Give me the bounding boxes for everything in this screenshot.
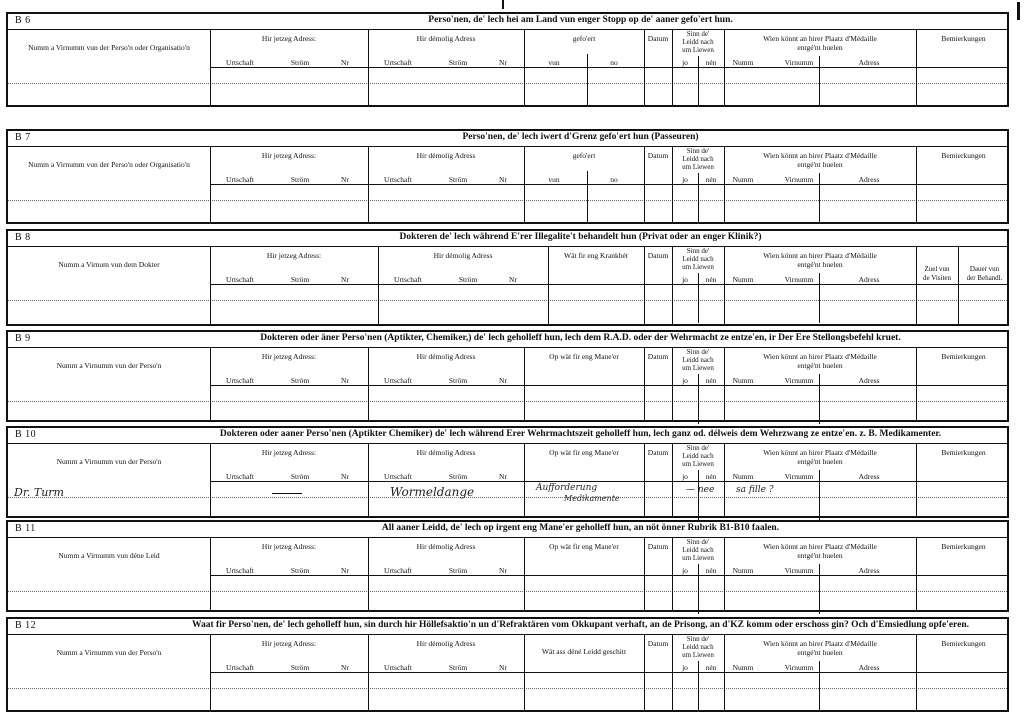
duration-header-line1: Dauer vun xyxy=(969,265,1000,273)
row-divider xyxy=(8,300,1007,301)
date-header: Datum xyxy=(647,542,669,551)
medal-header-line2: entgé'nt huelen xyxy=(797,260,843,269)
number-label: Nr xyxy=(341,275,349,284)
medal-header-line2: entgé'nt huelen xyxy=(797,457,843,466)
medal-split xyxy=(819,273,820,323)
section-header xyxy=(8,131,1007,147)
header-divider xyxy=(210,481,1007,482)
medal-firstname-label: Virnumm xyxy=(784,566,814,575)
section-title: All aaner Leidd, de' lech op irgent eng Mane'er geholleff hun, an nöt önner Rubrik B1-B10 faalen. xyxy=(381,523,780,533)
no-label: nén xyxy=(705,472,717,481)
name-column-header: Numm a Virnum vun dem Dokter xyxy=(58,260,160,269)
locality-label: Urtschaft xyxy=(384,472,412,481)
medal-name-label: Numm xyxy=(732,566,754,575)
alive-header-line2: Leidd nach xyxy=(682,155,714,163)
alive-header-line3: um Liewen xyxy=(682,651,714,659)
locality-label: Urtschaft xyxy=(226,472,254,481)
remarks-header: Bemierkungen xyxy=(941,639,986,648)
section-title: Perso'nen, de' lech hei am Land vun enger Stopp op de' aaner gefo'ert hun. xyxy=(428,15,733,25)
edge-mark-right xyxy=(1017,2,1020,20)
remarks-header: Bemierkungen xyxy=(941,352,986,361)
street-label: Ström xyxy=(448,663,468,672)
street-label: Ström xyxy=(290,663,310,672)
medal-split xyxy=(819,173,820,223)
mode-header: Wät ass déné Leidd geschitt xyxy=(541,647,627,656)
handwritten-medal: sa fille ? xyxy=(736,485,774,495)
section-code: B 9 xyxy=(15,333,31,344)
registration-form xyxy=(6,8,1009,720)
alive-split xyxy=(698,56,699,106)
locality-label: Urtschaft xyxy=(384,58,412,67)
section-title: Perso'nen, de' lech iwert d'Grenz gefo'ert hun (Passeuren) xyxy=(462,132,699,142)
alive-split xyxy=(698,661,699,711)
medal-header-line1: Wien könnt an hirer Plaatz d'Médaille xyxy=(763,251,877,260)
yes-label: jo xyxy=(682,275,688,284)
yes-label: jo xyxy=(682,58,688,67)
number-label: Nr xyxy=(499,566,507,575)
from-label: vun xyxy=(548,58,560,67)
alive-header-line1: Sinn de' xyxy=(686,444,710,452)
name-column-header: Numm a Virnumm vun der Perso'n oder Organisatio'n xyxy=(28,43,190,52)
street-label: Ström xyxy=(448,566,468,575)
current-address-header: Hir jetzeg Adress: xyxy=(261,34,317,43)
medal-firstname-label: Virnumm xyxy=(784,663,814,672)
row-divider xyxy=(8,200,1007,201)
form-section xyxy=(6,12,1009,107)
medal-split xyxy=(819,374,820,424)
form-section xyxy=(6,330,1009,422)
old-address-header: Hir démolig Adress xyxy=(433,251,493,260)
street-label: Ström xyxy=(448,376,468,385)
locality-label: Urtschaft xyxy=(394,275,422,284)
street-label: Ström xyxy=(290,58,310,67)
section-header xyxy=(8,332,1007,348)
row-divider xyxy=(8,497,1007,498)
street-label: Ström xyxy=(448,175,468,184)
remarks-header: Bemierkungen xyxy=(941,448,986,457)
medal-firstname-label: Virnumm xyxy=(784,376,814,385)
number-label: Nr xyxy=(499,175,507,184)
number-label: Nr xyxy=(499,376,507,385)
yes-label: jo xyxy=(682,472,688,481)
from-label: vun xyxy=(548,175,560,184)
alive-header-line1: Sinn de' xyxy=(686,538,710,546)
street-label: Ström xyxy=(448,58,468,67)
yes-label: jo xyxy=(682,175,688,184)
alive-header-line2: Leidd nach xyxy=(682,546,714,554)
handwritten-old-address: Wormeldange xyxy=(390,485,475,499)
alive-header-line2: Leidd nach xyxy=(682,356,714,364)
mode-split xyxy=(587,171,588,223)
alive-split xyxy=(698,564,699,614)
locality-label: Urtschaft xyxy=(226,376,254,385)
alive-split xyxy=(698,470,699,520)
street-label: Ström xyxy=(290,275,310,284)
header-divider xyxy=(210,284,1007,285)
street-label: Ström xyxy=(290,472,310,481)
old-address-header: Hir démolig Adress xyxy=(416,151,476,160)
number-label: Nr xyxy=(341,175,349,184)
locality-label: Urtschaft xyxy=(226,663,254,672)
mode-header: Op wät fir eng Mane'er xyxy=(549,448,619,457)
medal-address-label: Adress xyxy=(858,58,880,67)
alive-header-line3: um Liewen xyxy=(682,263,714,271)
remarks-header: Bemierkungen xyxy=(941,542,986,551)
medal-firstname-label: Virnumm xyxy=(784,58,814,67)
mode-split xyxy=(587,54,588,106)
alive-split xyxy=(698,273,699,323)
alive-header-line3: um Liewen xyxy=(682,163,714,171)
section-code: B 7 xyxy=(15,132,31,143)
current-address-header: Hir jetzeg Adress: xyxy=(261,352,317,361)
date-header: Datum xyxy=(647,151,669,160)
old-address-header: Hir démolig Adress xyxy=(416,639,476,648)
section-code: B 8 xyxy=(15,232,31,243)
street-label: Ström xyxy=(290,376,310,385)
column-line xyxy=(958,246,959,324)
alive-header-line3: um Liewen xyxy=(682,364,714,372)
no-label: nén xyxy=(705,566,717,575)
form-section xyxy=(6,426,1009,518)
column-line xyxy=(524,634,525,710)
medal-name-label: Numm xyxy=(732,58,754,67)
form-section xyxy=(6,520,1009,612)
yes-label: jo xyxy=(682,663,688,672)
form-section xyxy=(6,129,1009,224)
medal-name-label: Numm xyxy=(732,275,754,284)
form-section xyxy=(6,617,1009,712)
yes-label: jo xyxy=(682,566,688,575)
number-label: Nr xyxy=(499,58,507,67)
name-column-header: Numm a Virnumm vun déne Leid xyxy=(58,551,160,560)
mode-header: Wät fir eng Krankhét xyxy=(564,251,628,260)
section-code: B 12 xyxy=(15,620,37,631)
medal-name-label: Numm xyxy=(732,175,754,184)
section-header xyxy=(8,522,1007,538)
medal-name-label: Numm xyxy=(732,472,754,481)
handwritten-alive: — nee xyxy=(686,485,715,495)
header-divider xyxy=(210,672,1007,673)
date-header: Datum xyxy=(647,448,669,457)
medal-address-label: Adress xyxy=(858,472,880,481)
yes-label: jo xyxy=(682,376,688,385)
alive-header-line2: Leidd nach xyxy=(682,452,714,460)
current-address-header: Hir jetzeg Adress: xyxy=(266,251,322,260)
alive-header-line3: um Liewen xyxy=(682,460,714,468)
medal-header-line2: entgé'nt huelen xyxy=(797,361,843,370)
section-title: Dokteren de' lech während E'rer Illegalite't behandelt hun (Privat oder an enger Klinik?) xyxy=(399,232,762,242)
number-label: Nr xyxy=(341,58,349,67)
section-title: Dokteren oder aaner Perso'nen (Aptikter Chemiker) de' lech während Erer Wehrmachtszeit geholleff hun, lech ganz od. délweis dem Wehrzwang ze entze'en. z. B. Medikamenter. xyxy=(219,429,942,439)
mode-header: Op wät fir eng Mane'er xyxy=(549,352,619,361)
medal-address-label: Adress xyxy=(858,376,880,385)
to-label: no xyxy=(610,175,618,184)
section-code: B 6 xyxy=(15,15,31,26)
remarks-header: Bemierkungen xyxy=(941,34,986,43)
form-section xyxy=(6,229,1009,326)
medal-header-line1: Wien könnt an hirer Plaatz d'Médaille xyxy=(763,542,877,551)
number-label: Nr xyxy=(499,663,507,672)
name-column-header: Numm a Virnumm vun der Perso'n xyxy=(56,457,162,466)
alive-header-line2: Leidd nach xyxy=(682,255,714,263)
name-column-header: Numm a Virnumm vun der Perso'n xyxy=(56,648,162,657)
alive-header-line2: Leidd nach xyxy=(682,643,714,651)
visits-header-line1: Zuel vun xyxy=(924,265,950,273)
old-address-header: Hir démolig Adress xyxy=(416,448,476,457)
handwritten-dash xyxy=(272,493,302,494)
medal-firstname-label: Virnumm xyxy=(784,175,814,184)
number-label: Nr xyxy=(341,663,349,672)
medal-firstname-label: Virnumm xyxy=(784,275,814,284)
medal-header-line2: entgé'nt huelen xyxy=(797,160,843,169)
medal-header-line1: Wien könnt an hirer Plaatz d'Médaille xyxy=(763,34,877,43)
alive-split xyxy=(698,374,699,424)
locality-label: Urtschaft xyxy=(226,275,254,284)
mode-header: Op wät fir eng Mane'er xyxy=(549,542,619,551)
medal-firstname-label: Virnumm xyxy=(784,472,814,481)
number-label: Nr xyxy=(499,472,507,481)
medal-split xyxy=(819,564,820,614)
alive-split xyxy=(698,173,699,223)
no-label: nén xyxy=(705,275,717,284)
date-header: Datum xyxy=(647,352,669,361)
medal-split xyxy=(819,470,820,520)
locality-label: Urtschaft xyxy=(384,663,412,672)
date-header: Datum xyxy=(647,251,669,260)
section-header xyxy=(8,231,1007,247)
name-column-header: Numm a Virnumm vun der Perso'n oder Organisatio'n xyxy=(28,160,190,169)
row-divider xyxy=(8,688,1007,689)
section-header xyxy=(8,428,1007,444)
locality-label: Urtschaft xyxy=(226,58,254,67)
locality-label: Urtschaft xyxy=(226,566,254,575)
current-address-header: Hir jetzeg Adress: xyxy=(261,151,317,160)
alive-header-line1: Sinn de' xyxy=(686,348,710,356)
medal-address-label: Adress xyxy=(858,663,880,672)
number-label: Nr xyxy=(341,376,349,385)
number-label: Nr xyxy=(341,472,349,481)
medal-header-line1: Wien könnt an hirer Plaatz d'Médaille xyxy=(763,151,877,160)
medal-split xyxy=(819,661,820,711)
no-label: nén xyxy=(705,376,717,385)
no-label: nén xyxy=(705,175,717,184)
old-address-header: Hir démolig Adress xyxy=(416,542,476,551)
locality-label: Urtschaft xyxy=(384,175,412,184)
section-title: Dokteren oder äner Perso'nen (Aptikter, Chemiker,) de' lech geholleff hun, lech dem R.A.D. oder der Wehrmacht ze entze'en, ir Der Ere Stellongsbefehl kruet. xyxy=(260,333,901,343)
medal-header-line2: entgé'nt huelen xyxy=(797,43,843,52)
mode-header: gefo'ert xyxy=(572,151,596,160)
locality-label: Urtschaft xyxy=(384,376,412,385)
date-header: Datum xyxy=(647,34,669,43)
number-label: Nr xyxy=(341,566,349,575)
section-header xyxy=(8,619,1007,635)
alive-header-line2: Leidd nach xyxy=(682,38,714,46)
section-title: Waat fir Perso'nen, de' lech geholleff hun, sin durch hir Höllefsaktio'n un d'Refraktären vom Okkupant verhaft, an de Prisong, an d'KZ komm oder erschoss gin? Och d'Emsiedlung opfe'eren. xyxy=(192,620,969,630)
street-label: Ström xyxy=(458,275,478,284)
header-divider xyxy=(210,67,1007,68)
medal-header-line1: Wien könnt an hirer Plaatz d'Médaille xyxy=(763,448,877,457)
medal-address-label: Adress xyxy=(858,175,880,184)
section-header xyxy=(8,14,1007,30)
header-divider xyxy=(210,385,1007,386)
alive-header-line1: Sinn de' xyxy=(686,635,710,643)
section-code: B 11 xyxy=(15,523,36,534)
duration-header-line2: der Behandl. xyxy=(966,274,1003,282)
row-divider xyxy=(8,591,1007,592)
street-label: Ström xyxy=(290,566,310,575)
header-divider xyxy=(210,575,1007,576)
medal-name-label: Numm xyxy=(732,663,754,672)
handwritten-name: Dr. Turm xyxy=(14,486,64,499)
row-divider xyxy=(8,83,1007,84)
handwritten-manner-line1: Aufforderung xyxy=(536,483,598,493)
street-label: Ström xyxy=(448,472,468,481)
header-divider xyxy=(210,184,1007,185)
medal-address-label: Adress xyxy=(858,566,880,575)
medal-header-line1: Wien könnt an hirer Plaatz d'Médaille xyxy=(763,639,877,648)
alive-header-line1: Sinn de' xyxy=(686,30,710,38)
number-label: Nr xyxy=(509,275,517,284)
visits-header-line2: de Visiten xyxy=(922,274,952,282)
column-line xyxy=(916,246,917,324)
edge-mark-top xyxy=(502,0,504,9)
current-address-header: Hir jetzeg Adress: xyxy=(261,639,317,648)
locality-label: Urtschaft xyxy=(384,566,412,575)
street-label: Ström xyxy=(290,175,310,184)
alive-header-line3: um Liewen xyxy=(682,554,714,562)
current-address-header: Hir jetzeg Adress: xyxy=(261,542,317,551)
alive-header-line1: Sinn de' xyxy=(686,247,710,255)
old-address-header: Hir démolig Adress xyxy=(416,34,476,43)
date-header: Datum xyxy=(647,639,669,648)
medal-address-label: Adress xyxy=(858,275,880,284)
alive-header-line1: Sinn de' xyxy=(686,147,710,155)
section-code: B 10 xyxy=(15,429,37,440)
name-column-header: Numm a Virnumm vun der Perso'n xyxy=(56,361,162,370)
medal-header-line2: entgé'nt huelen xyxy=(797,551,843,560)
no-label: nén xyxy=(705,663,717,672)
old-address-header: Hir démolig Adress xyxy=(416,352,476,361)
to-label: no xyxy=(610,58,618,67)
handwritten-manner-line2: Medikamente xyxy=(564,494,620,503)
medal-header-line2: entgé'nt huelen xyxy=(797,648,843,657)
medal-split xyxy=(819,56,820,106)
alive-header-line3: um Liewen xyxy=(682,46,714,54)
no-label: nén xyxy=(705,58,717,67)
medal-name-label: Numm xyxy=(732,376,754,385)
locality-label: Urtschaft xyxy=(226,175,254,184)
medal-header-line1: Wien könnt an hirer Plaatz d'Médaille xyxy=(763,352,877,361)
current-address-header: Hir jetzeg Adress: xyxy=(261,448,317,457)
remarks-header: Bemierkungen xyxy=(941,151,986,160)
row-divider xyxy=(8,401,1007,402)
mode-header: gefo'ert xyxy=(572,34,596,43)
